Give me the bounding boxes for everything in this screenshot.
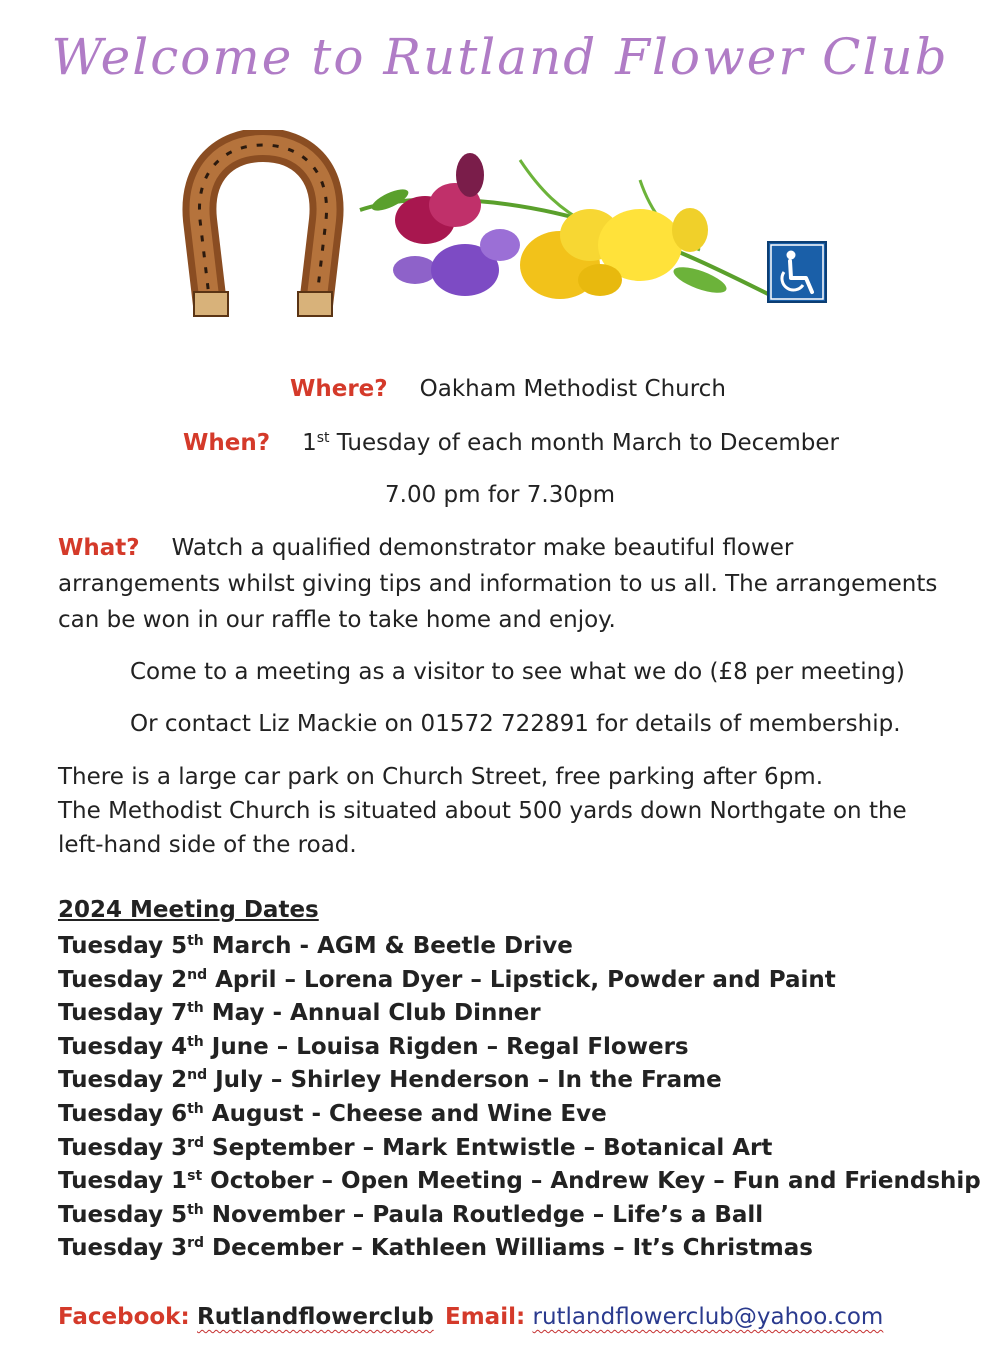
list-item: Tuesday 2nd April – Lorena Dyer – Lipstick, Powder and Paint: [58, 966, 836, 993]
list-item: Tuesday 3rd December – Kathleen Williams – It’s Christmas: [58, 1235, 813, 1262]
footer-facebook: [58, 1302, 434, 1332]
list-item: Tuesday 5th November – Paula Routledge – Life’s a Ball: [58, 1201, 764, 1228]
where-label: Where?: [290, 376, 388, 402]
contact-text: Or contact Liz Mackie on 01572 722891 for details of membership.: [130, 711, 901, 737]
what-paragraph: [58, 530, 948, 638]
directions-text: The Methodist Church is situated about 500 yards down Northgate on the left-hand side of the road.: [58, 798, 907, 858]
what-label: What?: [58, 535, 140, 561]
email-label: Email:: [445, 1304, 526, 1330]
list-item: Tuesday 1st October – Open Meeting – Andrew Key – Fun and Friendship: [58, 1168, 981, 1195]
list-item: Tuesday 3rd September – Mark Entwistle – Botanical Art: [58, 1134, 773, 1161]
when-line: [183, 428, 839, 458]
meetings-list: [58, 930, 981, 1266]
footer-email: [445, 1302, 883, 1332]
where-value: Oakham Methodist Church: [419, 376, 726, 402]
wheelchair-accessible-icon: [768, 242, 826, 302]
flower-bouquet-icon: [360, 153, 770, 299]
list-item: Tuesday 2nd July – Shirley Henderson – In the Frame: [58, 1067, 722, 1094]
horseshoe-icon: [194, 145, 332, 316]
list-item: Tuesday 6th August - Cheese and Wine Eve: [58, 1100, 607, 1127]
header-artwork: [0, 130, 1000, 340]
when-time: 7.00 pm for 7.30pm: [385, 482, 615, 508]
page-title: Welcome to Rutland Flower Club: [51, 28, 949, 86]
meetings-title: 2024 Meeting Dates: [58, 897, 319, 923]
list-item: Tuesday 5th March - AGM & Beetle Drive: [58, 933, 573, 959]
facebook-label: Facebook:: [58, 1304, 190, 1330]
visitor-text: Come to a meeting as a visitor to see what we do (£8 per meeting): [130, 659, 905, 685]
when-day-suffix: st: [316, 430, 330, 446]
when-day-num: 1: [302, 430, 317, 456]
when-value: Tuesday of each month March to December: [329, 430, 840, 456]
where-line: [290, 374, 726, 404]
email-link[interactable]: rutlandflowerclub@yahoo.com: [532, 1304, 884, 1330]
location-paragraph: [58, 760, 958, 862]
list-item: Tuesday 4th June – Louisa Rigden – Regal Flowers: [58, 1033, 689, 1060]
facebook-link[interactable]: Rutlandflowerclub: [197, 1304, 434, 1330]
parking-text: There is a large car park on Church Street, free parking after 6pm.: [58, 764, 824, 790]
when-label: When?: [183, 430, 271, 456]
list-item: Tuesday 7th May - Annual Club Dinner: [58, 1000, 541, 1027]
what-text: Watch a qualified demonstrator make beautiful flower arrangements whilst giving tips and information to us all. The arrangements can be won in our raffle to take home and enjoy.: [58, 535, 938, 633]
